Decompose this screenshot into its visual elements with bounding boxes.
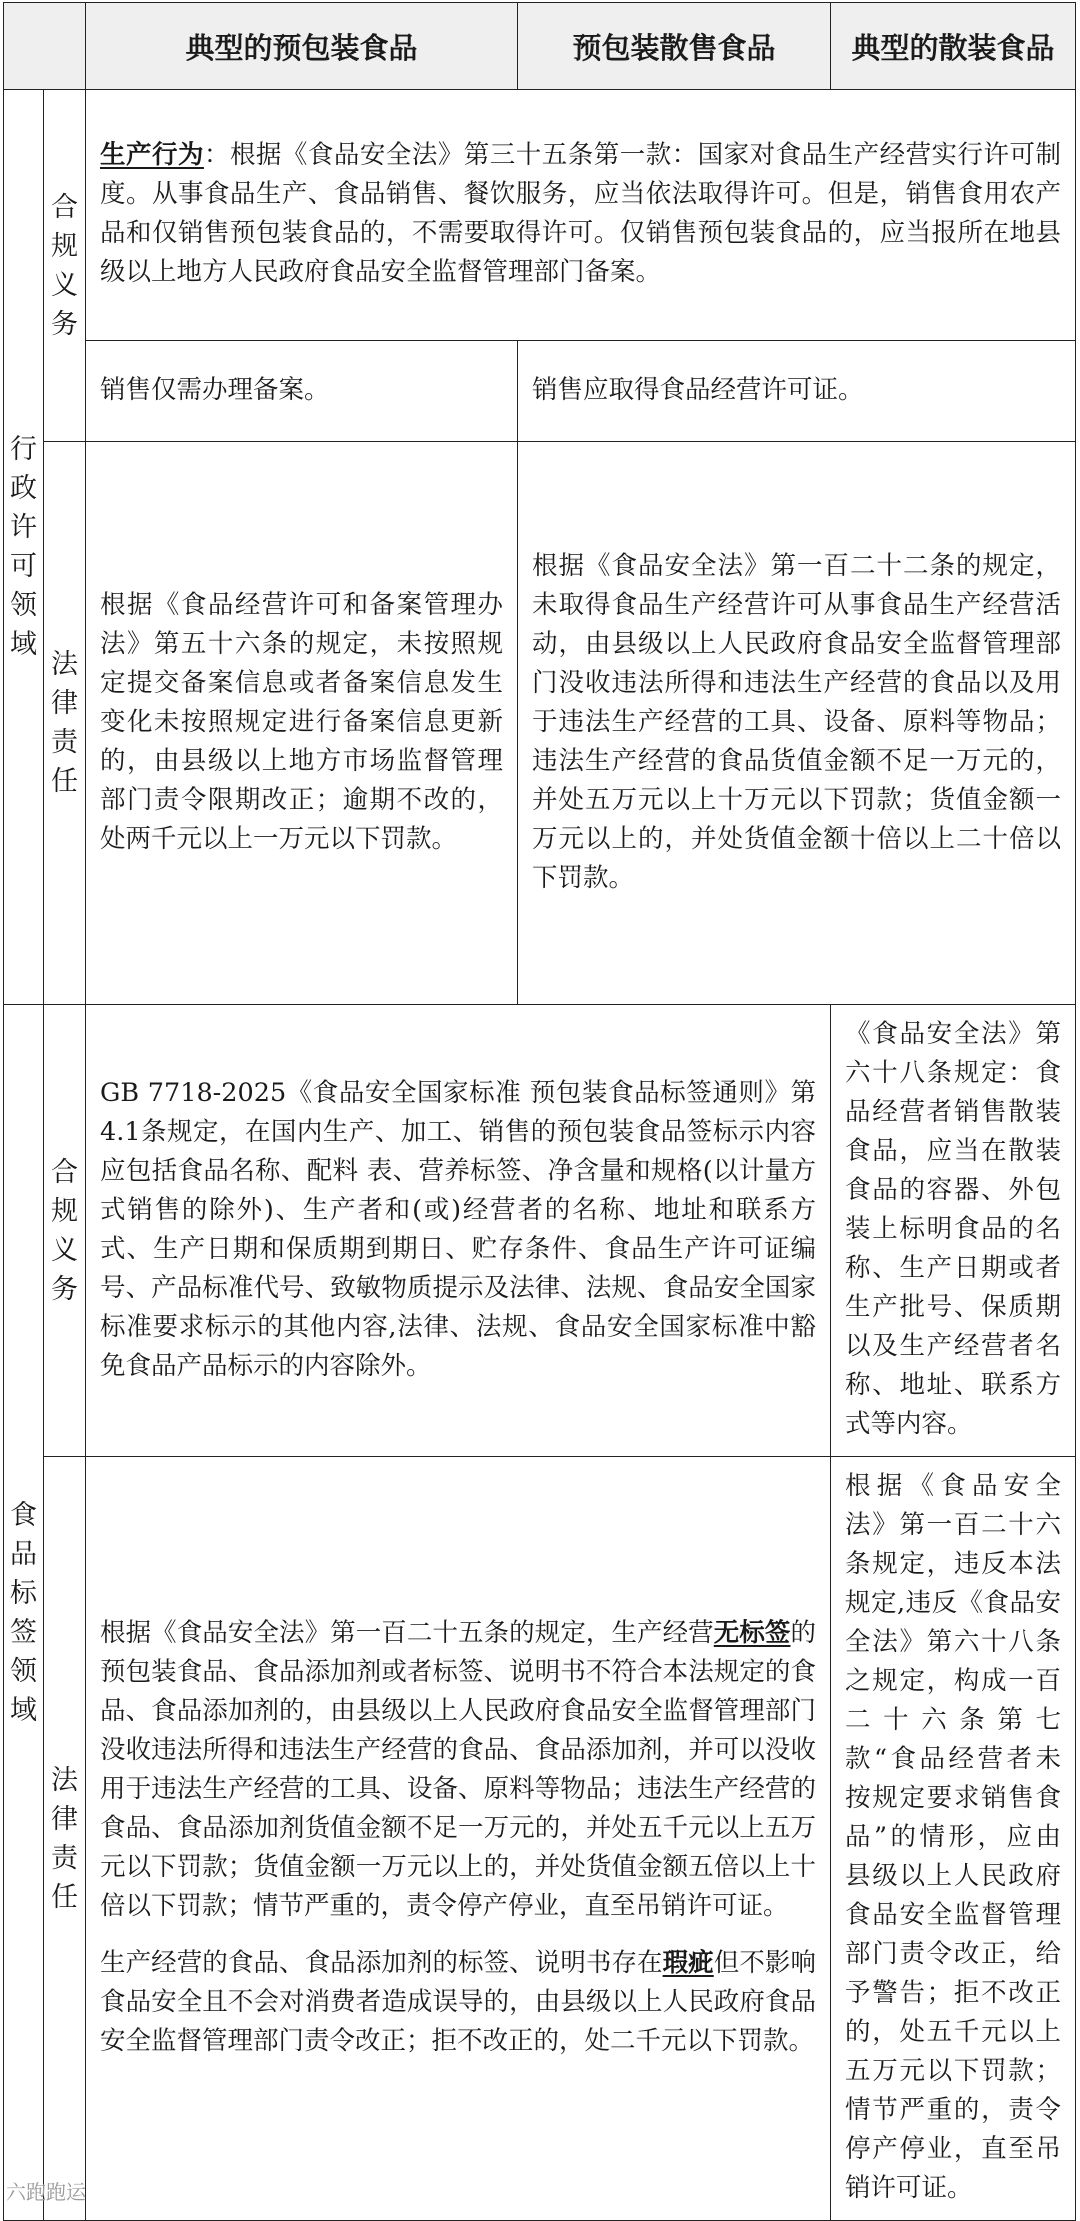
admin-obligation-license: 销售应取得食品经营许可证。	[518, 341, 1076, 442]
admin-liability-row	[4, 442, 1076, 1005]
admin-obligation-filing: 销售仅需办理备案。	[86, 341, 518, 442]
admin-obligation-label: 合规义务	[44, 90, 86, 442]
section-label-admin: 行政许可领域	[4, 90, 44, 1005]
admin-liability-left: 根据《食品经营许可和备案管理办法》第五十六条的规定，未按照规定提交备案信息或者备案信息发生变化未按照规定进行备案信息更新的，由县级以上地方市场监督管理部门责令限期改正；逾期不改的，处两千元以上一万元以下罚款。	[86, 442, 518, 1005]
watermark: 六跑跑运	[6, 2180, 86, 2204]
admin-obligation-text: 生产行为：根据《食品安全法》第三十五条第一款：国家对食品生产经营实行许可制度。从事食品生产、食品销售、餐饮服务，应当依法取得许可。但是，销售食用农产品和仅销售预包装食品的，不需要取得许可。仅销售预包装食品的，应当报所在地县级以上地方人民政府食品安全监督管理部门备案。	[86, 90, 1076, 341]
admin-obligation-row	[4, 90, 1076, 341]
header-corner	[4, 3, 86, 90]
label-liability-right: 根据《食品安全法》第一百二十六条规定，违反本法规定,违反《食品安全法》第六十八条之规定，构成一百二十六条第七款“食品经营者未按规定要求销售食品”的情形，应由县级以上人民政府食品安全监督管理部门责令改正，给予警告；拒不改正的，处五千元以上五万元以下罚款；情节严重的，责令停产停业，直至吊销许可证。	[831, 1457, 1076, 2221]
label-obligation-row	[4, 1005, 1076, 1457]
label-liability-para-1: 根据《食品安全法》第一百二十五条的规定，生产经营无标签的预包装食品、食品添加剂或者标签、说明书不符合本法规定的食品、食品添加剂的，由县级以上人民政府食品安全监督管理部门没收违法所得和违法生产经营的食品、食品添加剂，并可以没收用于违法生产经营的工具、设备、原料等物品；违法生产经营的食品、食品添加剂货值金额不足一万元的，并处五千元以上五万元以下罚款；货值金额一万元以上的，并处货值金额五倍以上十倍以下罚款；情节严重的，责令停产停业，直至吊销许可证。	[100, 1618, 817, 1921]
label-liability-label: 法律责任	[44, 1457, 86, 2221]
header-prepackaged: 典型的预包装食品	[86, 3, 518, 90]
defect-emphasis: 瑕疵	[662, 1948, 714, 1978]
no-label-emphasis: 无标签	[713, 1618, 791, 1648]
label-liability-row	[4, 1457, 1076, 2221]
admin-obligation-lead: 生产行为	[100, 140, 204, 170]
header-bulk: 典型的散装食品	[831, 3, 1076, 90]
label-liability-left	[86, 1457, 831, 2221]
label-liability-para-2: 生产经营的食品、食品添加剂的标签、说明书存在瑕疵但不影响食品安全且不会对消费者造成误导的，由县级以上人民政府食品安全监督管理部门责令改正；拒不改正的，处二千元以下罚款。	[100, 1948, 817, 2056]
admin-liability-label: 法律责任	[44, 442, 86, 1005]
header-row	[4, 3, 1076, 90]
header-bulk-prepackaged: 预包装散售食品	[518, 3, 831, 90]
section-label-food-label: 食品标签领域	[4, 1005, 44, 2221]
label-obligation-right: 《食品安全法》第六十八条规定：食品经营者销售散装食品，应当在散装食品的容器、外包装上标明食品的名称、生产日期或者生产批号、保质期以及生产经营者名称、地址、联系方式等内容。	[831, 1005, 1076, 1457]
regulation-table	[3, 2, 1076, 2221]
label-obligation-left: GB 7718-2025《食品安全国家标准 预包装食品标签通则》第4.1条规定，在国内生产、加工、销售的预包装食品签标示内容应包括食品名称、配料 表、营养标签、净含量和规格(以计量方式销售的除外)、生产者和(或)经营者的名称、地址和联系方式、生产日期和保质期到期日、贮存条件、食品生产许可证编号、产品标准代号、致敏物质提示及法律、法规、食品安全国家标准要求标示的其他内容,法律、法规、食品安全国家标准中豁免食品产品标示的内容除外。	[86, 1005, 831, 1457]
admin-liability-right: 根据《食品安全法》第一百二十二条的规定，未取得食品生产经营许可从事食品生产经营活动，由县级以上人民政府食品安全监督管理部门没收违法所得和违法生产经营的食品以及用于违法生产经营的工具、设备、原料等物品；违法生产经营的食品货值金额不足一万元的，并处五万元以上十万元以下罚款；货值金额一万元以上的，并处货值金额十倍以上二十倍以下罚款。	[518, 442, 1076, 1005]
admin-obligation-sub-row	[4, 341, 1076, 442]
label-obligation-label: 合规义务	[44, 1005, 86, 1457]
